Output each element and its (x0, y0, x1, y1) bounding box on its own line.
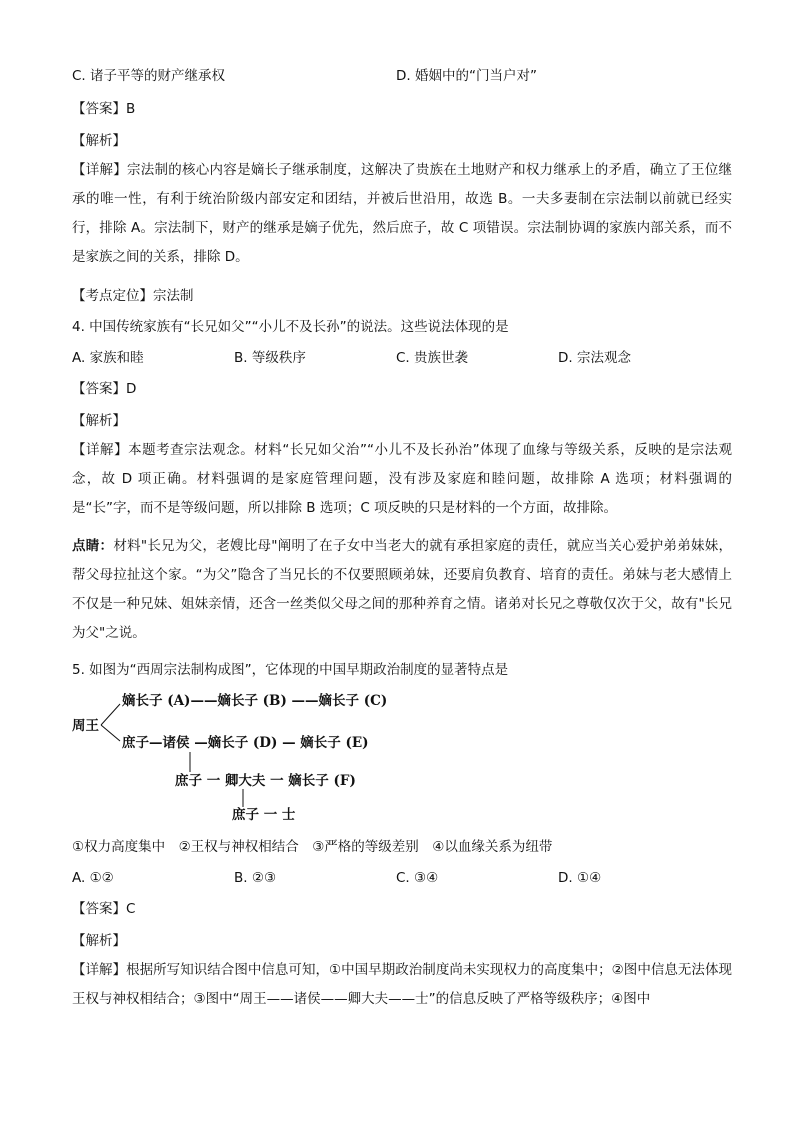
q3-analysis-label: 【解析】 (72, 133, 126, 149)
q5-detail: 【详解】根据所写知识结合图中信息可知，①中国早期政治制度尚未实现权力的高度集中；②图中信息无法体现王权与神权相结合；③图中“周王——诸侯——卿大夫——士”的信息反映了严格等级秩序；④图中 (72, 962, 732, 1007)
q3-detail: 【详解】宗法制的核心内容是嫡长子继承制度，这解决了贵族在土地财产和权力继承上的矛盾，确立了王位继承的唯一性，有利于统治阶级内部安定和团结，并被后世沿用，故选 B。一夫多妻制在宗法制以前就已经实行，排除 A。宗法制下，财产的继承是嫡子优先，然后庶子，故 C 项错误。宗法制协调的家族内部关系，而不是家族之间的关系，排除 D。 (72, 162, 732, 265)
q3-option-d: D. 婚姻中的“门当户对” (396, 68, 537, 84)
q3-answer: 【答案】B (72, 101, 136, 117)
q4-option-d: D. 宗法观念 (558, 350, 631, 366)
branch-line-up (101, 704, 120, 725)
q5-option-d: D. ①④ (558, 870, 602, 886)
diagram-row-di-lineage: 嫡长子 (A)——嫡长子 (B) ——嫡长子 (C) (122, 693, 388, 709)
q3-option-c: C. 诸子平等的财产继承权 (72, 68, 226, 84)
q5-analysis-label: 【解析】 (72, 933, 126, 949)
q5-option-a: A. ①② (72, 870, 114, 886)
q4-stem: 4. 中国传统家族有“长兄如父”“小儿不及长孙”的说法。这些说法体现的是 (72, 319, 509, 335)
q4-analysis-label: 【解析】 (72, 413, 126, 429)
q5-answer: 【答案】C (72, 901, 136, 917)
branch-line-down (101, 725, 120, 741)
q4-detail: 【详解】本题考查宗法观念。材料“长兄如父治”“小儿不及长孙治”体现了血缘与等级关系，反映的是宗法观念，故 D 项正确。材料强调的是家庭管理问题，没有涉及家庭和睦问题，故排除 A 选项；材料强调的是“长”字，而不是等级问题，所以排除 B 选项；C 项反映的只是材料的一个方面，故排除。 (72, 442, 732, 516)
diagram-row-qingdafu: 庶子 一 卿大夫 一 嫡长子 (F) (175, 773, 356, 789)
q5-stem: 5. 如图为“西周宗法制构成图”，它体现的中国早期政治制度的显著特点是 (72, 662, 509, 678)
q5-items: ①权力高度集中 ②王权与神权相结合 ③严格的等级差别 ④以血缘关系为纽带 (72, 839, 553, 855)
diagram-king: 周王 (72, 718, 99, 734)
q4-tip (72, 532, 732, 648)
q4-answer: 【答案】D (72, 381, 137, 397)
q5-option-b: B. ②③ (234, 870, 277, 886)
q5-option-c: C. ③④ (396, 870, 439, 886)
q4-option-a: A. 家族和睦 (72, 350, 144, 366)
diagram-row-zhuhou: 庶子—诸侯 —嫡长子 (D) — 嫡长子 (E) (122, 735, 369, 751)
q4-option-b: B. 等级秩序 (234, 350, 306, 366)
q4-tip-label: 点睛： (72, 538, 114, 554)
diagram-row-shi: 庶子 一 士 (232, 807, 296, 823)
q4-tip-text: 材料"长兄为父，老嫂比母"阐明了在子女中当老大的就有承担家庭的责任，就应当关心爱护弟弟妹妹，帮父母拉扯这个家。“为父”隐含了当兄长的不仅要照顾弟妹，还要肩负教育、培育的责任。弟妹与老大感情上不仅是一种兄妹、姐妹亲情，还含一丝类似父母之间的那种养育之情。诸弟对长兄之尊敬仅次于父，故有"长兄为父"之说。 (72, 538, 733, 641)
q3-point: 【考点定位】宗法制 (72, 288, 194, 304)
q4-option-c: C. 贵族世袭 (396, 350, 469, 366)
